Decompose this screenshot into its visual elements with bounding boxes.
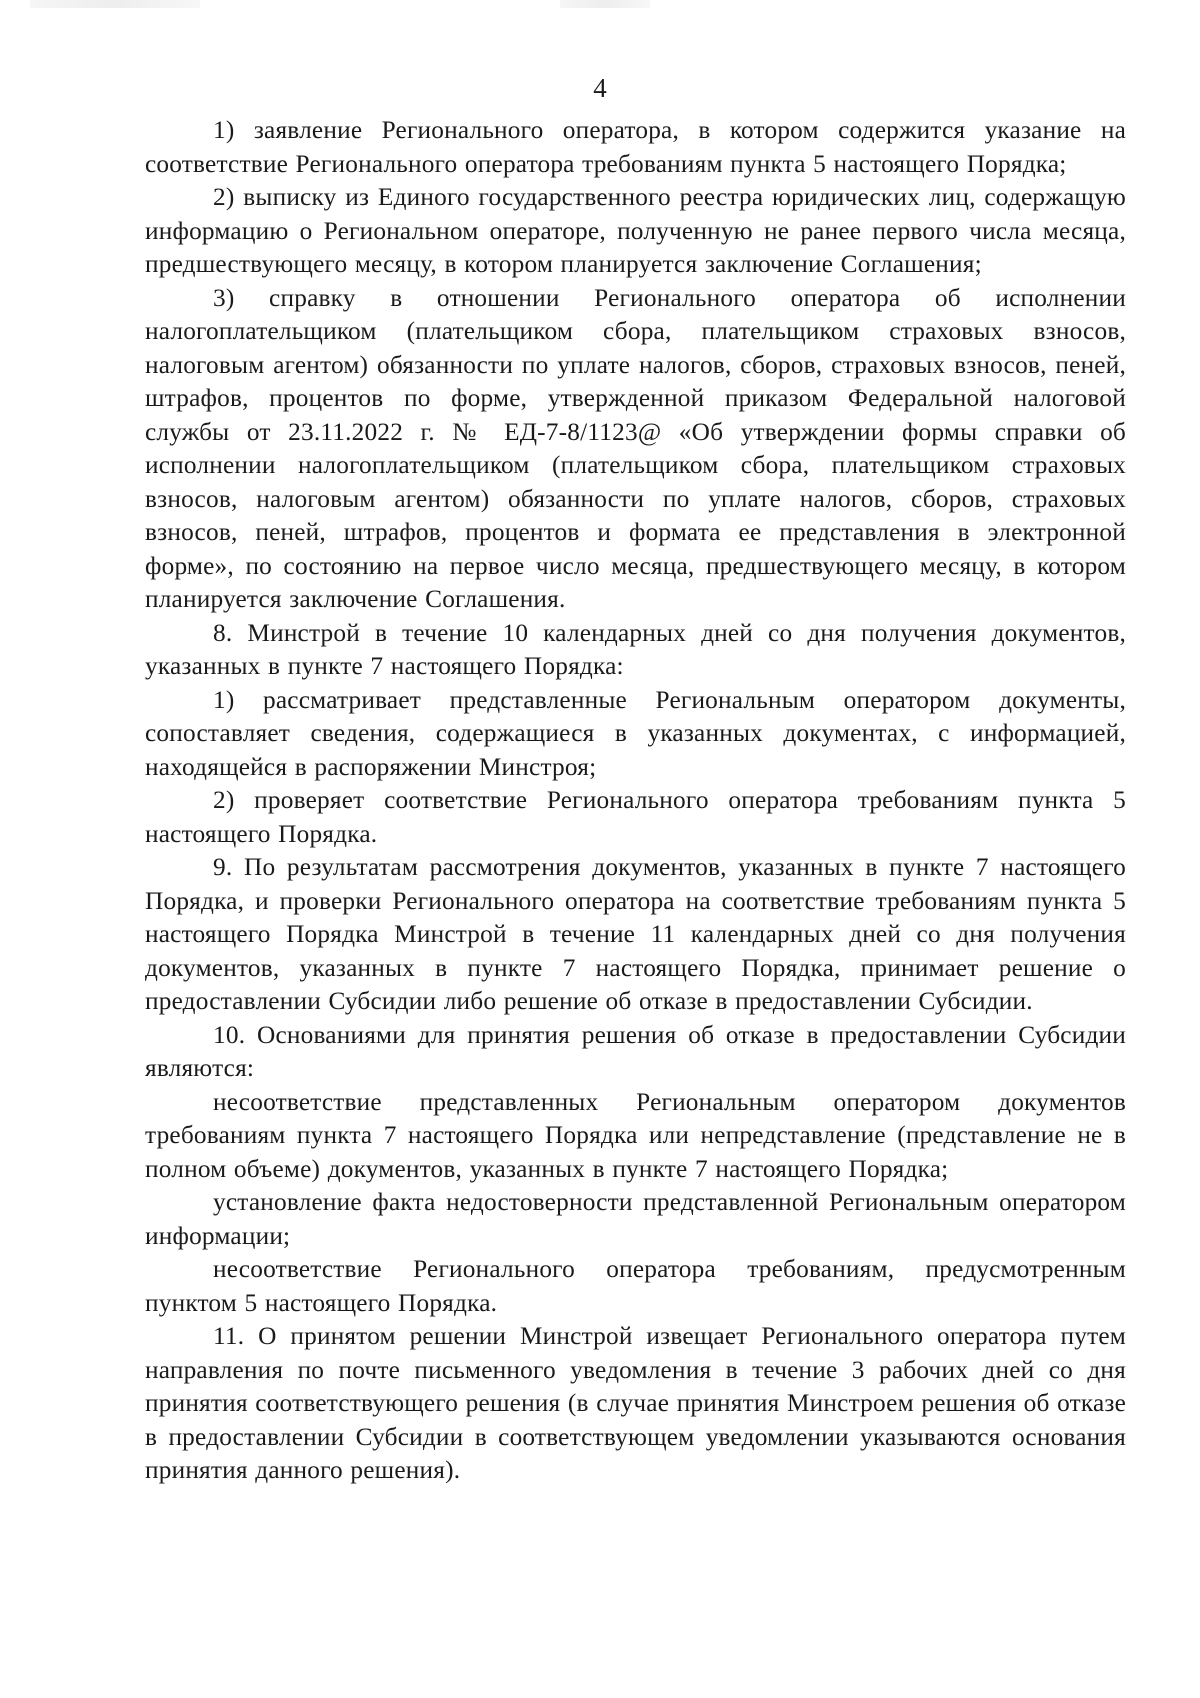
paragraph-clause-9: 9. По результатам рассмотрения документов, указанных в пункте 7 настоящего Порядка, и проверки Регионального оператора на соответствие требованиям пункта 5 настоящего Порядка Минстрой в течение 11 календарных дней со дня получения документов, указанных в пункте 7 настоящего Порядка, принимает решение о предоставлении Субсидии либо решение об отказе в предоставлении Субсидии.: [145, 853, 1126, 1015]
paragraph-clause-10-ground-1: несоответствие представленных Региональным оператором документов требованиям пункта 7 настоящего Порядка или непредставление (представление не в полном объеме) документов, указанных в пункте 7 настоящего Порядка;: [145, 1087, 1126, 1183]
paragraph-item-2: 2) выписку из Единого государственного реестра юридических лиц, содержащую информацию о Региональном операторе, полученную не ранее первого числа месяца, предшествующего месяцу, в котором планируется заключение Соглашения;: [145, 183, 1126, 278]
paragraph-clause-10-ground-2: установление факта недостоверности представленной Региональным оператором информации;: [145, 1188, 1126, 1250]
paragraph-clause-10-ground-3: несоответствие Регионального оператора требованиям, предусмотренным пунктом 5 настоящего Порядка.: [145, 1255, 1126, 1317]
paragraph-clause-8: 8. Минстрой в течение 10 календарных дней со дня получения документов, указанных в пункте 7 настоящего Порядка:: [145, 618, 1126, 680]
paragraph-item-3: 3) справку в отношении Регионального оператора об исполнении налогоплательщиком (плательщиком сбора, плательщиком страховых взносов, налоговым агентом) обязанности по уплате налогов, сборов, страховых взносов, пеней, штрафов, процентов по форме, утвержденной приказом Федеральной налоговой службы от 23.11.2022 г. № ЕД-7-8/1123@ «Об утверждении формы справки об исполнении налогоплательщиком (плательщиком сбора, плательщиком страховых взносов, налоговым агентом) обязанности по уплате налогов, сборов, страховых взносов, пеней, штрафов, процентов и формата ее представления в электронной форме», по состоянию на первое число месяца, предшествующего месяцу, в котором планируется заключение Соглашения.: [145, 283, 1126, 613]
scan-artifact: [30, 0, 200, 8]
paragraph-item-1: 1) заявление Регионального оператора, в котором содержится указание на соответствие Регионального оператора требованиям пункта 5 настоящего Порядка;: [145, 116, 1126, 178]
paragraph-clause-11: 11. О принятом решении Минстрой извещает Регионального оператора путем направления по почте письменного уведомления в течение 3 рабочих дней со дня принятия соответствующего решения (в случае принятия Минстроем решения об отказе в предоставлении Субсидии в соответствующем уведомлении указываются основания принятия данного решения).: [145, 1322, 1126, 1484]
paragraph-clause-8-item-2: 2) проверяет соответствие Регионального оператора требованиям пункта 5 настоящего Порядка.: [145, 786, 1126, 848]
scan-artifact: [560, 0, 650, 8]
page-number: 4: [593, 73, 607, 103]
paragraph-clause-10: 10. Основаниями для принятия решения об отказе в предоставлении Субсидии являются:: [145, 1020, 1126, 1082]
paragraph-clause-8-item-1: 1) рассматривает представленные Региональным оператором документы, сопоставляет сведения, содержащиеся в указанных документах, с информацией, находящейся в распоряжении Минстроя;: [145, 685, 1126, 781]
document-body: [145, 114, 1126, 1488]
